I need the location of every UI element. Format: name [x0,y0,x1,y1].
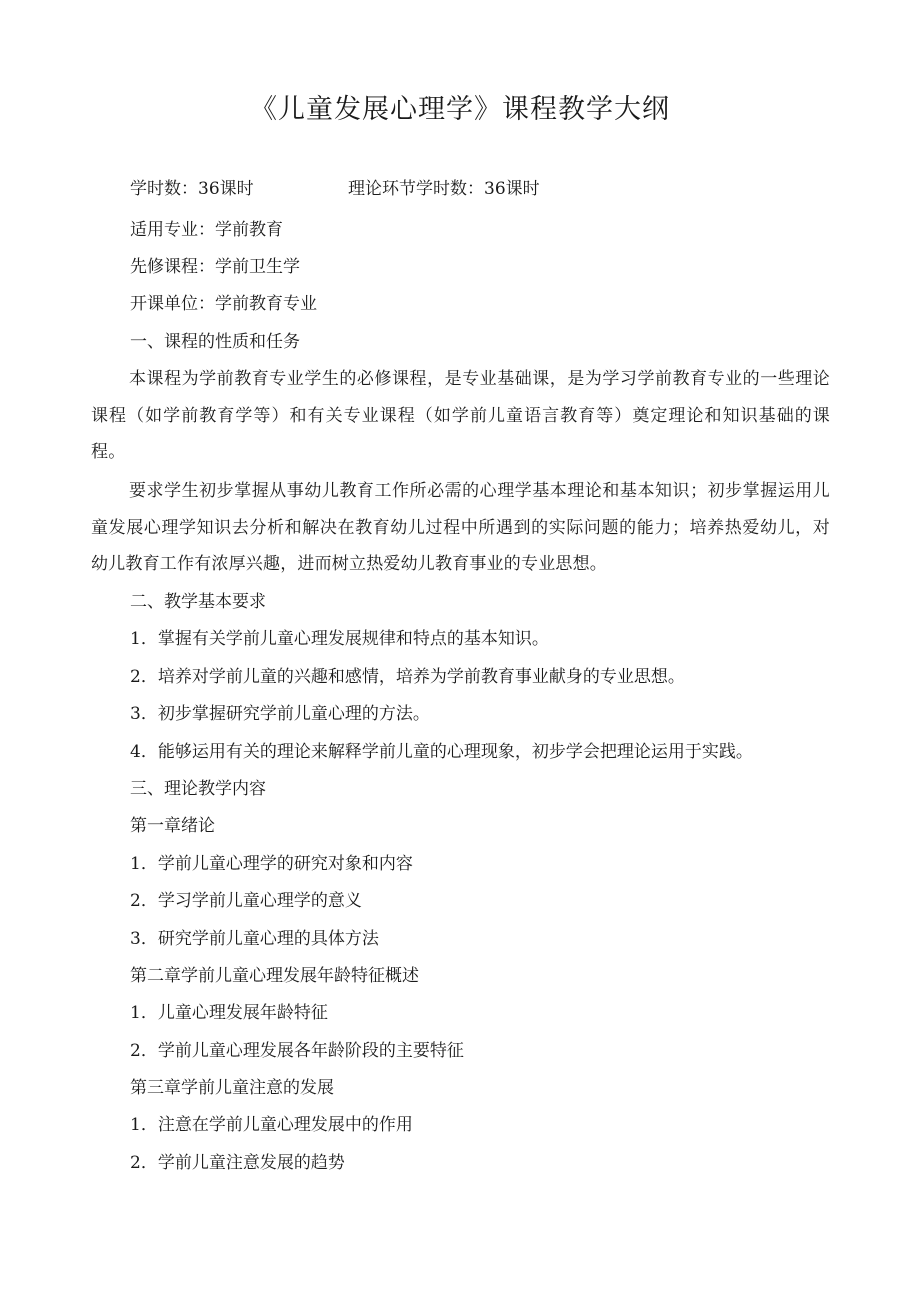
chapter-heading: 第二章学前儿童心理发展年龄特征概述 [130,965,419,986]
meta-major: 适用专业：学前教育 [130,220,283,240]
list-item: 3．研究学前儿童心理的具体方法 [130,928,379,949]
paragraph-course-tasks: 要求学生初步掌握从事幼儿教育工作所必需的心理学基本理论和基本知识；初步掌握运用儿童发展心理学知识去分析和解决在教育幼儿过程中所遇到的实际问题的能力；培养热爱幼儿，对幼儿教育工作有浓厚兴趣，进而树立热爱幼儿教育事业的专业思想。 [91,481,830,574]
outline-list [130,590,830,1188]
list-item: 2．学前儿童心理发展各年龄阶段的主要特征 [130,1040,464,1061]
meta-hours: 学时数：36课时 [130,179,254,199]
list-item: 2．学前儿童注意发展的趋势 [130,1152,345,1173]
list-item: 2．培养对学前儿童的兴趣和感情，培养为学前教育事业献身的专业思想。 [130,666,685,687]
list-item: 1．注意在学前儿童心理发展中的作用 [130,1115,413,1136]
list-item: 1．学前儿童心理学的研究对象和内容 [130,853,413,874]
list-item: 1．儿童心理发展年龄特征 [130,1003,328,1024]
list-item: 2．学习学前儿童心理学的意义 [130,891,362,912]
list-item: 3．初步掌握研究学前儿童心理的方法。 [130,704,430,725]
section-heading-requirements: 二、教学基本要求 [130,592,266,612]
meta-theory-hours: 理论环节学时数：36课时 [348,179,540,199]
document-title: 《儿童发展心理学》课程教学大纲 [250,94,670,125]
meta-department: 开课单位：学前教育专业 [130,294,317,314]
section-heading-content: 三、理论教学内容 [130,778,266,799]
meta-prerequisite: 先修课程：学前卫生学 [130,257,300,277]
list-item: 1．掌握有关学前儿童心理发展规律和特点的基本知识。 [130,629,549,650]
chapter-heading: 第一章绪论 [130,816,215,837]
paragraph-course-nature: 本课程为学前教育专业学生的必修课程，是专业基础课，是为学习学前教育专业的一些理论课程（如学前教育学等）和有关专业课程（如学前儿童语言教育等）奠定理论和知识基础的课程。 [91,369,830,462]
list-item: 4．能够运用有关的理论来解释学前儿童的心理现象，初步学会把理论运用于实践。 [130,741,753,762]
chapter-heading: 第三章学前儿童注意的发展 [130,1078,334,1099]
section-heading-nature: 一、课程的性质和任务 [130,332,300,352]
